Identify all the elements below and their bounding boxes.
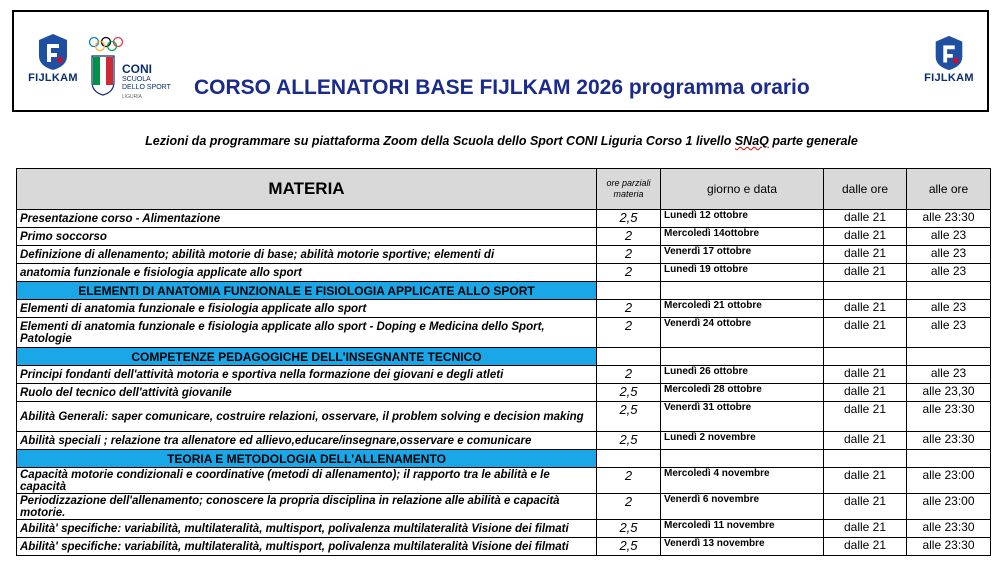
empty-cell xyxy=(907,348,991,366)
cell-ore: 2,5 xyxy=(597,384,661,402)
cell-alle: alle 23:00 xyxy=(907,494,991,520)
cell-alle: alle 23 xyxy=(907,264,991,282)
cell-materia: Abilità Generali: saper comunicare, costruire relazioni, osservare, il problem solving e decision making xyxy=(17,402,597,432)
cell-dalle: dalle 21 xyxy=(824,246,907,264)
subtitle-before: Lezioni da programmare su piattaforma Zoom della Scuola dello Sport CONI Liguria Corso 1 livello xyxy=(145,134,735,148)
cell-giorno: Mercoledì 14ottobre xyxy=(661,228,824,246)
coni-logo-name: CONI xyxy=(122,62,152,76)
coni-logo xyxy=(88,36,184,100)
table-row xyxy=(17,520,991,538)
section-title: COMPETENZE PEDAGOGICHE DELL'INSEGNANTE TECNICO xyxy=(17,348,597,366)
cell-materia: Definizione di allenamento; abilità motorie di base; abilità motorie sportive; elementi di xyxy=(17,246,597,264)
cell-materia: Abilità' specifiche: variabilità, multilateralità, multisport, polivalenza multilateralità Visione dei filmati xyxy=(17,538,597,556)
cell-ore: 2 xyxy=(597,468,661,494)
cell-ore: 2 xyxy=(597,228,661,246)
empty-cell xyxy=(597,282,661,300)
fijlkam-logo-label: FIJLKAM xyxy=(924,72,974,84)
cell-alle: alle 23 xyxy=(907,300,991,318)
table-row xyxy=(17,538,991,556)
cell-dalle: dalle 21 xyxy=(824,384,907,402)
cell-dalle: dalle 21 xyxy=(824,520,907,538)
header-dalle: dalle ore xyxy=(824,169,907,210)
cell-dalle: dalle 21 xyxy=(824,402,907,432)
cell-alle: alle 23:00 xyxy=(907,468,991,494)
cell-giorno: Venerdì 13 novembre xyxy=(661,538,824,556)
cell-alle: alle 23:30 xyxy=(907,402,991,432)
empty-cell xyxy=(661,348,824,366)
cell-ore: 2,5 xyxy=(597,520,661,538)
coni-logo-subtitle-line2: DELLO SPORT xyxy=(122,84,171,91)
header-materia: MATERIA xyxy=(17,169,597,210)
cell-materia: Presentazione corso - Alimentazione xyxy=(17,210,597,228)
cell-ore: 2 xyxy=(597,366,661,384)
table-row xyxy=(17,264,991,282)
cell-giorno: Venerdì 24 ottobre xyxy=(661,318,824,348)
cell-dalle: dalle 21 xyxy=(824,210,907,228)
schedule-table xyxy=(16,168,991,556)
cell-giorno: Mercoledì 28 ottobre xyxy=(661,384,824,402)
table-row xyxy=(17,402,991,432)
cell-ore: 2,5 xyxy=(597,538,661,556)
cell-alle: alle 23 xyxy=(907,246,991,264)
empty-cell xyxy=(907,282,991,300)
empty-cell xyxy=(824,450,907,468)
cell-giorno: Mercoledì 4 novembre xyxy=(661,468,824,494)
cell-ore: 2 xyxy=(597,300,661,318)
table-row xyxy=(17,318,991,348)
header-alle: alle ore xyxy=(907,169,991,210)
cell-giorno: Mercoledì 21 ottobre xyxy=(661,300,824,318)
table-body xyxy=(17,210,991,556)
cell-materia: anatomia funzionale e fisiologia applicate allo sport xyxy=(17,264,597,282)
cell-dalle: dalle 21 xyxy=(824,366,907,384)
cell-giorno: Venerdì 6 novembre xyxy=(661,494,824,520)
fijlkam-logo-label: FIJLKAM xyxy=(28,72,78,84)
cell-alle: alle 23,30 xyxy=(907,384,991,402)
olympic-rings-icon xyxy=(88,36,124,52)
table-row xyxy=(17,468,991,494)
empty-cell xyxy=(824,348,907,366)
cell-materia: Periodizzazione dell'allenamento; conoscere la propria disciplina in relazione alle abilità e capacità motorie. xyxy=(17,494,597,520)
fijlkam-emblem-icon xyxy=(932,34,966,72)
cell-alle: alle 23 xyxy=(907,318,991,348)
cell-materia: Abilità' specifiche: variabilità, multilateralità, multisport, polivalenza multilateralità Visione dei filmati xyxy=(17,520,597,538)
cell-alle: alle 23:30 xyxy=(907,210,991,228)
fijlkam-emblem-icon xyxy=(36,32,70,72)
table-row xyxy=(17,366,991,384)
table-row xyxy=(17,494,991,520)
cell-materia: Capacità motorie condizionali e coordinative (metodi di allenamento); il rapporto tra le abilità e le capacità xyxy=(17,468,597,494)
cell-ore: 2,5 xyxy=(597,210,661,228)
cell-materia: Primo soccorso xyxy=(17,228,597,246)
coni-logo-subtitle xyxy=(122,76,171,92)
coni-logo-region: LIGURIA xyxy=(122,94,143,100)
table-header-row xyxy=(17,169,991,210)
cell-materia: Abilità speciali ; relazione tra allenatore ed allievo,educare/insegnare,osservare e comunicare xyxy=(17,432,597,450)
cell-ore: 2 xyxy=(597,494,661,520)
cell-materia: Elementi di anatomia funzionale e fisiologia applicate allo sport - Doping e Medicina dello Sport, Patologie xyxy=(17,318,597,348)
cell-dalle: dalle 21 xyxy=(824,300,907,318)
table-row xyxy=(17,384,991,402)
header-giorno: giorno e data xyxy=(661,169,824,210)
cell-dalle: dalle 21 xyxy=(824,494,907,520)
cell-giorno: Venerdì 31 ottobre xyxy=(661,402,824,432)
empty-cell xyxy=(824,282,907,300)
header-box xyxy=(12,10,989,112)
section-row xyxy=(17,282,991,300)
table-row xyxy=(17,228,991,246)
cell-ore: 2,5 xyxy=(597,402,661,432)
cell-ore: 2 xyxy=(597,246,661,264)
cell-ore: 2 xyxy=(597,318,661,348)
empty-cell xyxy=(597,450,661,468)
section-title: TEORIA E METODOLOGIA DELL'ALLENAMENTO xyxy=(17,450,597,468)
empty-cell xyxy=(907,450,991,468)
cell-alle: alle 23:30 xyxy=(907,432,991,450)
cell-giorno: Lunedì 2 novembre xyxy=(661,432,824,450)
section-row xyxy=(17,348,991,366)
empty-cell xyxy=(661,282,824,300)
section-row xyxy=(17,450,991,468)
cell-giorno: Lunedì 12 ottobre xyxy=(661,210,824,228)
cell-giorno: Lunedì 19 ottobre xyxy=(661,264,824,282)
table-row xyxy=(17,300,991,318)
cell-alle: alle 23:30 xyxy=(907,538,991,556)
subtitle-marked: SNaQ xyxy=(734,134,769,148)
header-ore: ore parziali materia xyxy=(597,169,661,210)
subtitle xyxy=(0,134,1003,148)
cell-dalle: dalle 21 xyxy=(824,318,907,348)
cell-giorno: Lunedì 26 ottobre xyxy=(661,366,824,384)
table-row xyxy=(17,246,991,264)
cell-giorno: Venerdì 17 ottobre xyxy=(661,246,824,264)
cell-dalle: dalle 21 xyxy=(824,228,907,246)
cell-materia: Principi fondanti dell'attività motoria e sportiva nella formazione dei giovani e degli atleti xyxy=(17,366,597,384)
cell-dalle: dalle 21 xyxy=(824,468,907,494)
cell-ore: 2 xyxy=(597,264,661,282)
cell-materia: Elementi di anatomia funzionale e fisiologia applicate allo sport xyxy=(17,300,597,318)
cell-dalle: dalle 21 xyxy=(824,538,907,556)
cell-alle: alle 23 xyxy=(907,228,991,246)
cell-alle: alle 23:30 xyxy=(907,520,991,538)
cell-dalle: dalle 21 xyxy=(824,264,907,282)
cell-ore: 2,5 xyxy=(597,432,661,450)
fijlkam-logo-left xyxy=(28,32,78,84)
table-row xyxy=(17,432,991,450)
cell-dalle: dalle 21 xyxy=(824,432,907,450)
section-title: ELEMENTI DI ANATOMIA FUNZIONALE E FISIOLOGIA APPLICATE ALLO SPORT xyxy=(17,282,597,300)
coni-logo-subtitle-line1: SCUOLA xyxy=(122,76,151,83)
page-title: CORSO ALLENATORI BASE FIJLKAM 2026 programma orario xyxy=(194,76,810,99)
table-row xyxy=(17,210,991,228)
empty-cell xyxy=(661,450,824,468)
cell-materia: Ruolo del tecnico dell'attività giovanile xyxy=(17,384,597,402)
subtitle-after: parte generale xyxy=(768,134,858,148)
cell-giorno: Mercoledì 11 novembre xyxy=(661,520,824,538)
empty-cell xyxy=(597,348,661,366)
cell-alle: alle 23 xyxy=(907,366,991,384)
italy-shield-icon xyxy=(90,54,116,96)
fijlkam-logo-right xyxy=(924,34,974,84)
